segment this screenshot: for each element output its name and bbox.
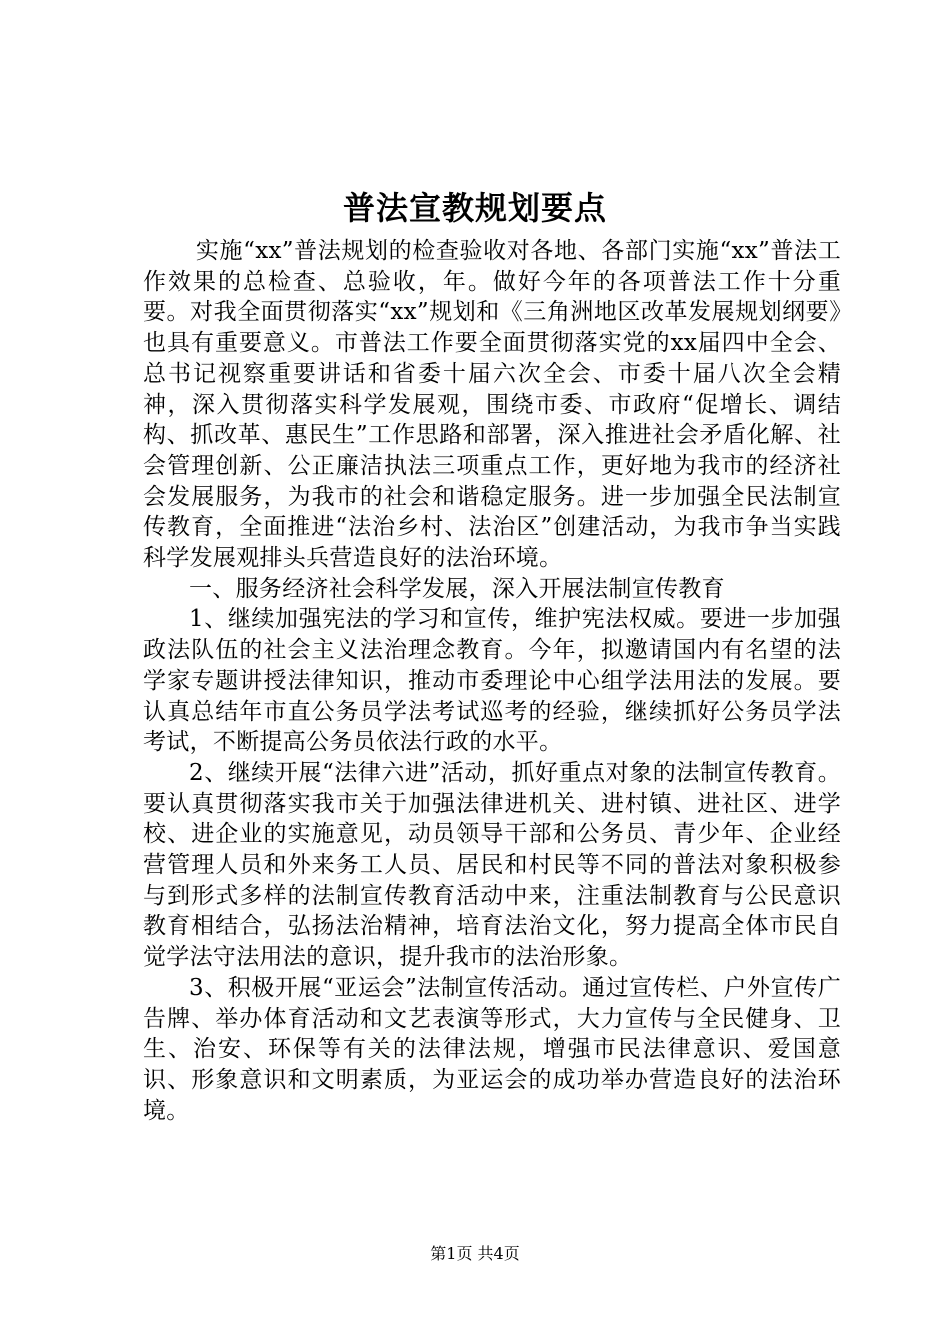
item-paragraph-2: 2、继续开展“法律六进”活动，抓好重点对象的法制宣传教育。要认真贯彻落实我市关于加强法律进机关、进村镇、进社区、进学校、进企业的实施意见，动员领导干部和公务员、青少年、企业经营管理人员和外来务工人员、居民和村民等不同的普法对象积极参与到形式多样的法制宣传教育活动中来，注重法制教育与公民意识教育相结合，弘扬法治精神，培育法治文化，努力提高全体市民自觉学法守法用法的意识，提升我市的法治形象。: [143, 759, 841, 971]
section-heading-1: 一、服务经济社会科学发展，深入开展法制宣传教育: [189, 575, 725, 602]
document-body: [143, 236, 841, 1126]
intro-paragraph: 实施“xx”普法规划的检查验收对各地、各部门实施“xx”普法工作效果的总检查、总验收，年。做好今年的各项普法工作十分重要。对我全面贯彻落实“xx”规划和《三角洲地区改革发展规划纲要》也具有重要意义。市普法工作要全面贯彻落实党的xx届四中全会、总书记视察重要讲话和省委十届六次全会、市委十届八次全会精神，深入贯彻落实科学发展观，围绕市委、市政府“促增长、调结构、抓改革、惠民生”工作思路和部署，深入推进社会矛盾化解、社会管理创新、公正廉洁执法三项重点工作，更好地为我市的经济社会发展服务，为我市的社会和谐稳定服务。进一步加强全民法制宣传教育，全面推进“法治乡村、法治区”创建活动，为我市争当实践科学发展观排头兵营造良好的法治环境。: [143, 238, 841, 572]
page-footer: 第1页 共4页: [430, 1244, 520, 1263]
item-paragraph-3: 3、积极开展“亚运会”法制宣传活动。通过宣传栏、户外宣传广告牌、举办体育活动和文艺表演等形式，大力宣传与全民健身、卫生、治安、环保等有关的法律法规，增强市民法律意识、爱国意识、形象意识和文明素质，为亚运会的成功举办营造良好的法治环境。: [143, 974, 841, 1124]
document-title: 普法宣教规划要点: [342, 189, 607, 227]
item-paragraph-1: 1、继续加强宪法的学习和宣传，维护宪法权威。要进一步加强政法队伍的社会主义法治理念教育。今年，拟邀请国内有名望的法学家专题讲授法律知识，推动市委理论中心组学法用法的发展。要认真总结年市直公务员学法考试巡考的经验，继续抓好公务员学法考试，不断提高公务员依法行政的水平。: [143, 606, 841, 756]
